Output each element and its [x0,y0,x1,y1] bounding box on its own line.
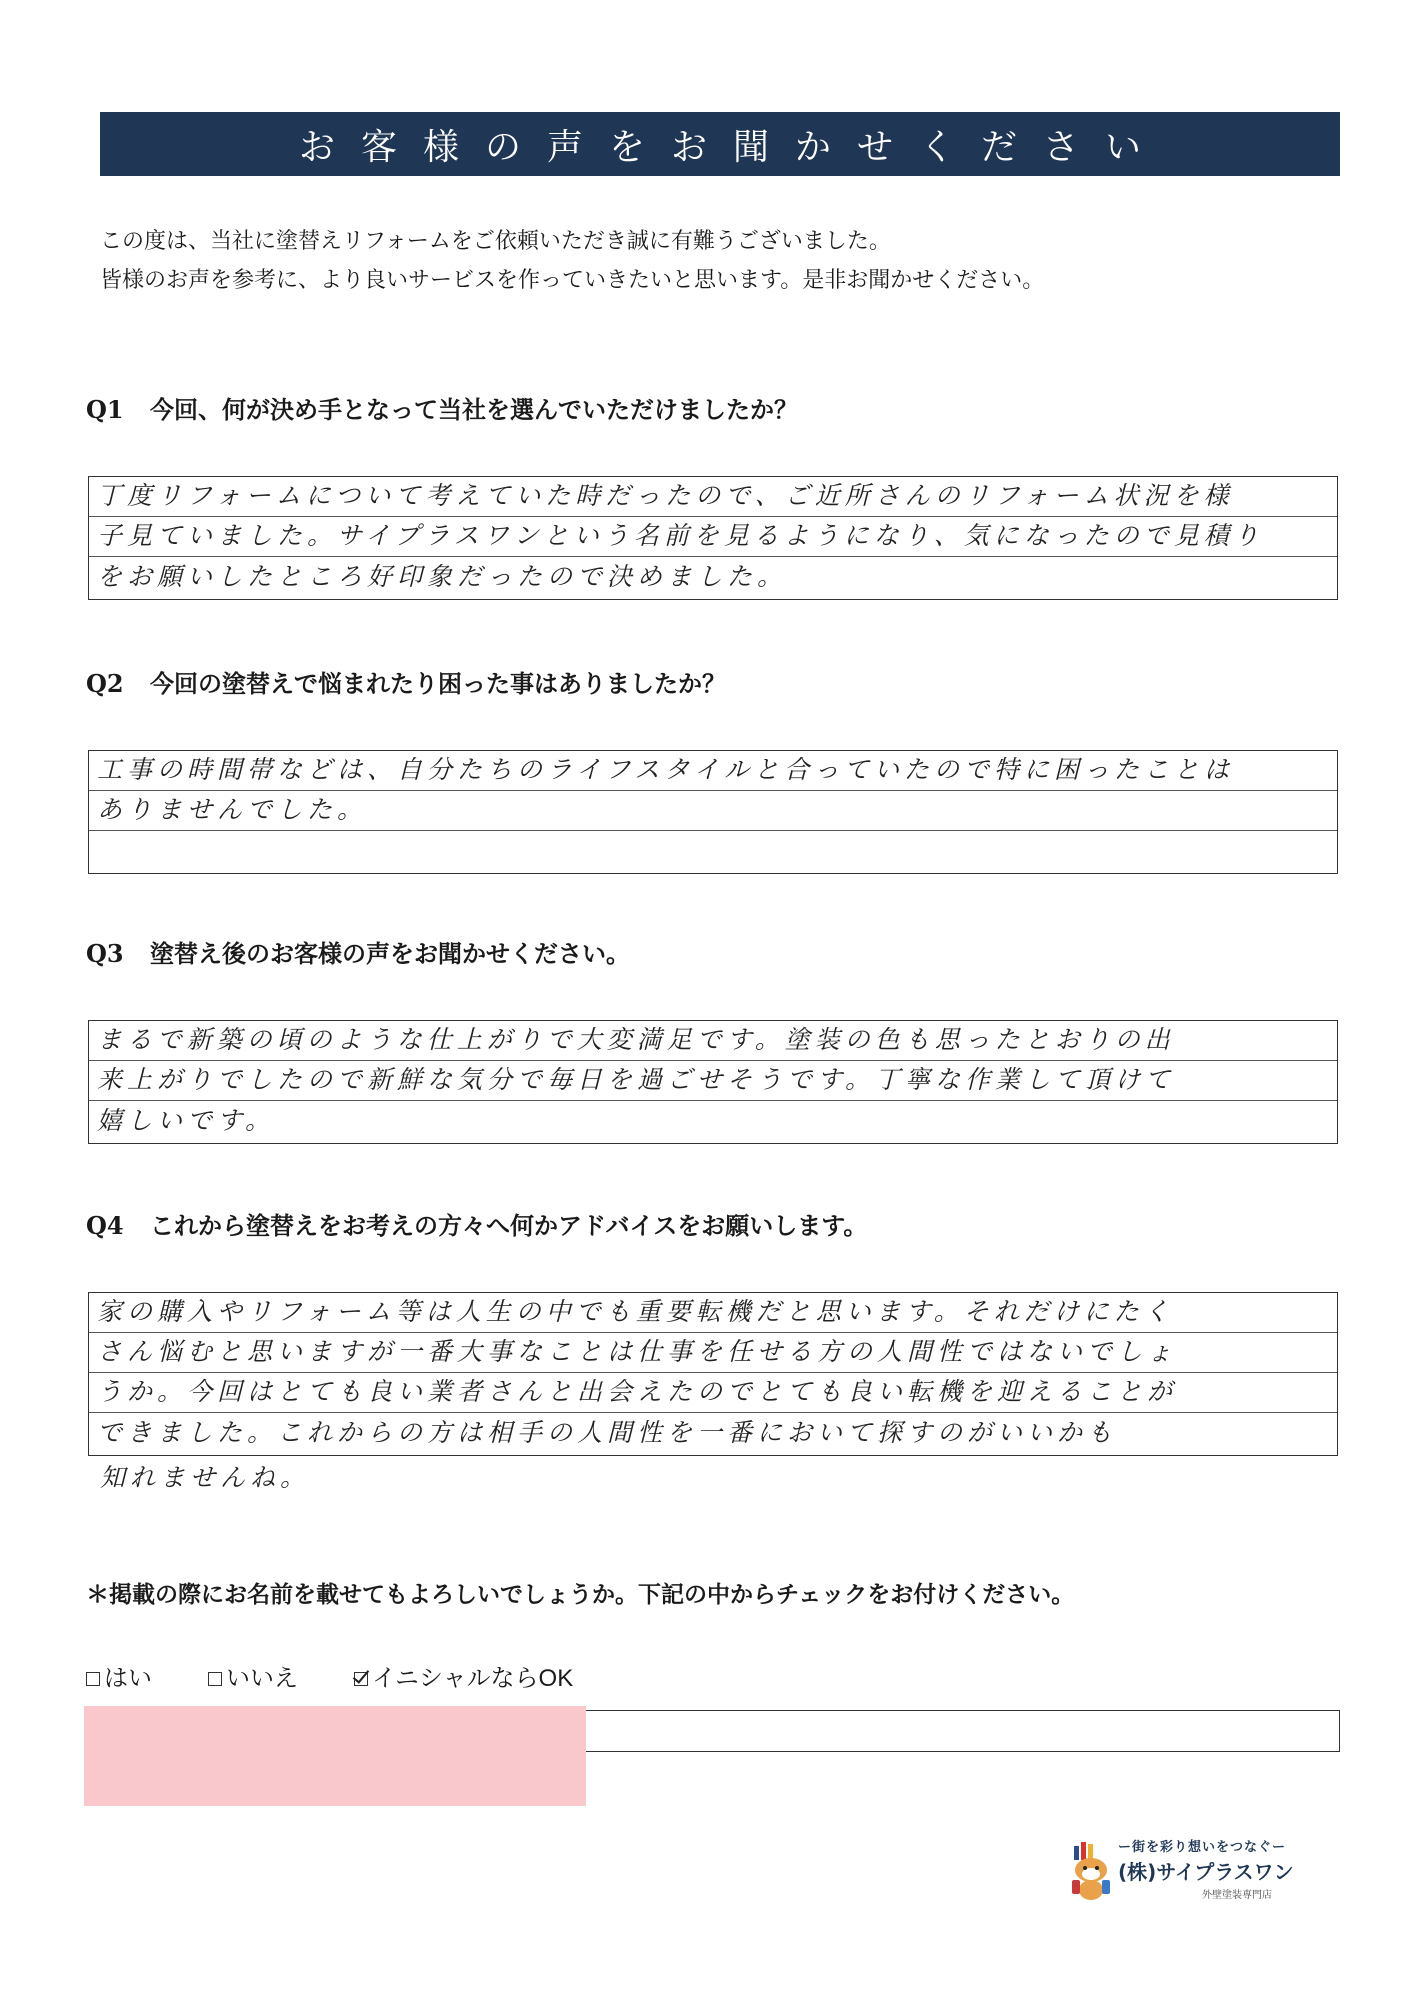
question-4 [86,1206,1346,1241]
question-number: Q4 [86,1211,124,1240]
question-2 [86,664,1346,699]
answer-line: さん悩むと思いますが一番大事なことは仕事を任せる方の人間性ではないでしょ [89,1333,1337,1373]
question-number: Q1 [86,395,124,424]
logo-name: (株)サイプラスワン [1118,1860,1294,1884]
answer-box-3 [88,1020,1338,1144]
option-yes[interactable] [86,1658,152,1693]
answer-box-4 [88,1292,1338,1456]
answer-line: うか。今回はとても良い業者さんと出会えたのでとても良い転機を迎えることが [89,1373,1337,1413]
option-initials-label: イニシャルならOK [372,1665,574,1692]
question-number: Q2 [86,669,124,698]
consent-note: ＊掲載の際にお名前を載せてもよろしいでしょうか。下記の中からチェックをお付けください。 [86,1581,1075,1608]
question-text: これから塗替えをお考えの方々へ何かアドバイスをお願いします。 [150,1211,868,1240]
answer-line: 工事の時間帯などは、自分たちのライフスタイルと合っていたので特に困ったことは [89,751,1337,791]
option-no-label: いいえ [226,1665,298,1692]
checkbox-initials[interactable] [354,1672,368,1686]
answer-line: 子見ていました。サイプラスワンという名前を見るようになり、気になったので見積り [89,517,1337,557]
consent-options [86,1658,573,1693]
answer-line: まるで新築の頃のような仕上がりで大変満足です。塗装の色も思ったとおりの出 [89,1021,1337,1061]
answer-line: 家の購入やリフォーム等は人生の中でも重要転機だと思います。それだけにたく [89,1293,1337,1333]
answer-line: 丁度リフォームについて考えていた時だったので、ご近所さんのリフォーム状況を様 [89,477,1337,517]
question-number: Q3 [86,939,124,968]
logo-tagline: ー街を彩り想いをつなぐー [1118,1840,1287,1855]
answer-line: 嬉しいです。 [97,1106,276,1135]
company-logo [1068,1836,1318,1916]
option-yes-label: はい [104,1665,152,1692]
answer-line [89,831,1337,871]
answer-line: 来上がりでしたので新鮮な気分で毎日を過ごせそうです。丁寧な作業して頂けて [89,1061,1337,1101]
answer-overflow-line: 知れませんね。 [100,1463,311,1492]
question-3 [86,934,1346,969]
checkbox-yes[interactable] [86,1672,100,1686]
answer-line: をお願いしたところ好印象だったので決めました。 [97,562,788,591]
intro-line-2: 皆様のお声を参考に、より良いサービスを作っていきたいと思います。是非お聞かせください。 [100,268,1045,293]
answer-line: ありませんでした。 [89,791,1337,831]
checkbox-no[interactable] [208,1672,222,1686]
answer-box-2 [88,750,1338,874]
page-title: お客様の声をお聞かせください [298,126,1167,168]
intro-text [100,222,1340,300]
answer-box-1 [88,476,1338,600]
intro-line-1: この度は、当社に塗替えリフォームをご依頼いただき誠に有難うございました。 [100,229,891,254]
question-1 [86,390,1346,425]
question-text: 今回の塗替えで悩まれたり困った事はありましたか？ [150,669,726,698]
redaction-block [84,1706,586,1806]
title-banner [100,112,1340,176]
mascot-icon [1068,1840,1114,1902]
answer-line: できました。これからの方は相手の人間性を一番において探すのがいいかも [97,1418,1118,1447]
logo-subtitle: 外壁塗装専門店 [1202,1890,1272,1901]
option-no[interactable] [208,1658,298,1693]
option-initials[interactable] [354,1658,573,1693]
question-text: 今回、何が決め手となって当社を選んでいただけましたか？ [150,395,798,424]
question-text: 塗替え後のお客様の声をお聞かせください。 [150,939,630,968]
